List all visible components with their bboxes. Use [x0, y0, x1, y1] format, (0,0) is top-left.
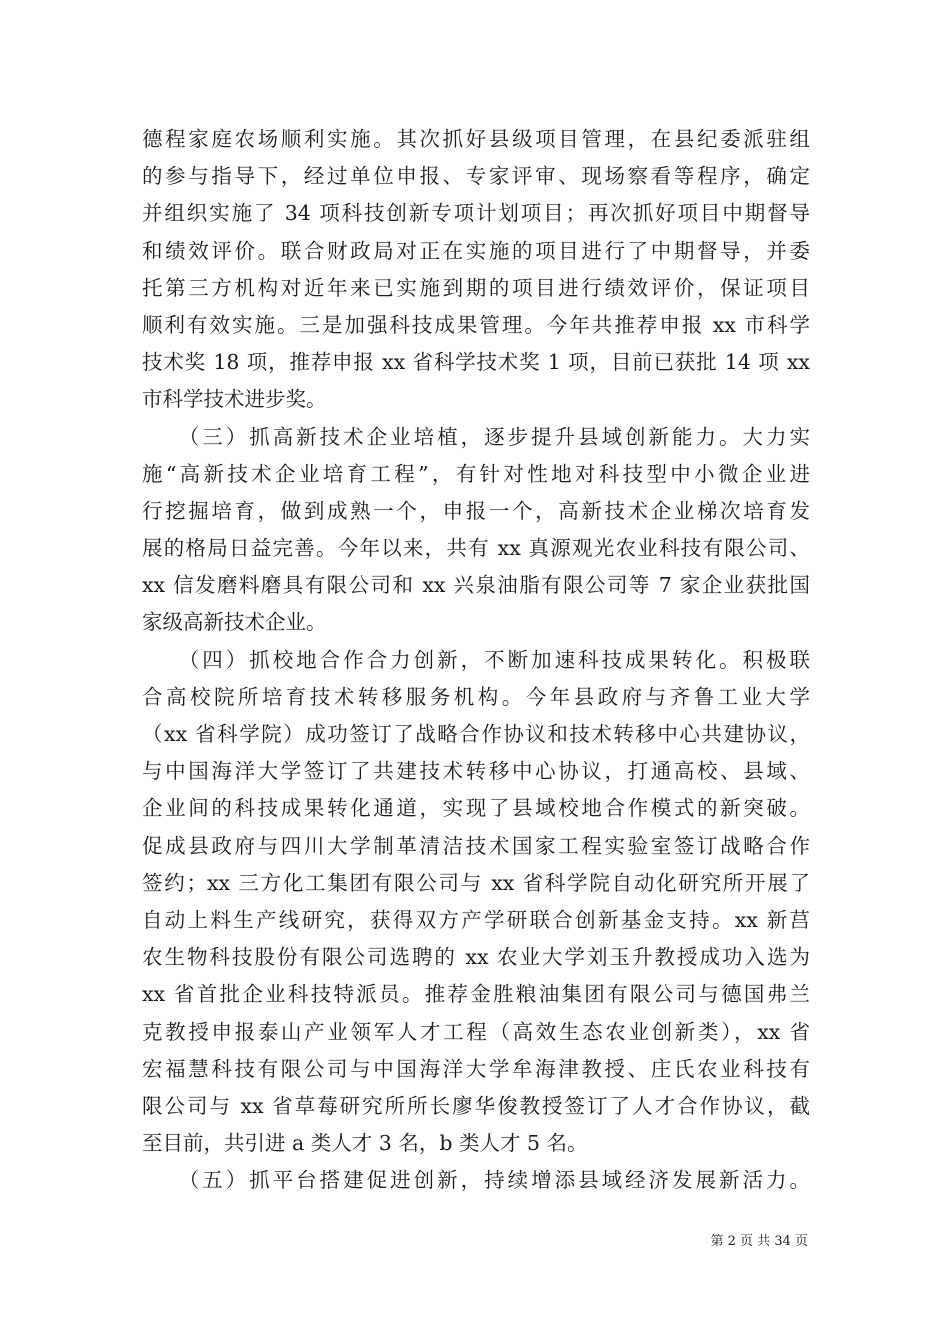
text-line: 家级高新技术企业。: [142, 610, 327, 635]
text-line: 宏福慧科技有限公司与中国海洋大学牟海津教授、庄氏农业科技有: [142, 1056, 810, 1081]
text-line: 签约；xx 三方化工集团有限公司与 xx 省科学院自动化研究所开展了: [142, 870, 810, 895]
document-body: [142, 121, 810, 1199]
text-line: 展的格局日益完善。今年以来，共有 xx 真源观光农业科技有限公司、: [142, 536, 810, 561]
text-line: 施“高新技术企业培育工程”，有针对性地对科技型中小微企业进: [142, 461, 810, 486]
text-line: 农生物科技股份有限公司选聘的 xx 农业大学刘玉升教授成功入选为: [142, 945, 810, 970]
text-line: 行挖掘培育，做到成熟一个，申报一个，高新技术企业梯次培育发: [142, 498, 810, 523]
text-line: 与中国海洋大学签订了共建技术转移中心协议，打通高校、县域、: [142, 759, 810, 784]
text-line: xx 省首批企业科技特派员。推荐金胜粮油集团有限公司与德国弗兰: [142, 982, 810, 1007]
text-line: 合高校院所培育技术转移服务机构。今年县政府与齐鲁工业大学: [142, 684, 810, 709]
text-line: （五）抓平台搭建促进创新，持续增添县域经济发展新活力。: [142, 1168, 810, 1193]
text-line: 托第三方机构对近年来已实施到期的项目进行绩效评价，保证项目: [142, 275, 810, 300]
text-line: 限公司与 xx 省草莓研究所所长廖华俊教授签订了人才合作协议，截: [142, 1093, 810, 1118]
text-line: （xx 省科学院）成功签订了战略合作协议和技术转移中心共建协议，: [142, 722, 810, 746]
text-line: （四）抓校地合作合力创新，不断加速科技成果转化。积极联: [142, 647, 810, 672]
text-line: xx 信发磨料磨具有限公司和 xx 兴泉油脂有限公司等 7 家企业获批国: [142, 573, 810, 598]
text-line: 至目前，共引进 a 类人才 3 名，b 类人才 5 名。: [142, 1131, 588, 1156]
text-line: 企业间的科技成果转化通道，实现了县域校地合作模式的新突破。: [142, 796, 810, 821]
text-line: （三）抓高新技术企业培植，逐步提升县域创新能力。大力实: [142, 424, 810, 449]
text-line: 的参与指导下，经过单位申报、专家评审、现场察看等程序，确定: [142, 164, 810, 189]
text-line: 促成县政府与四川大学制革清洁技术国家工程实验室签订战略合作: [142, 833, 810, 858]
text-line: 和绩效评价。联合财政局对正在实施的项目进行了中期督导，并委: [142, 238, 810, 263]
text-line: 自动上料生产线研究，获得双方产学研联合创新基金支持。xx 新莒: [142, 907, 810, 932]
text-line: 技术奖 18 项，推荐申报 xx 省科学技术奖 1 项，目前已获批 14 项 xx: [142, 350, 810, 375]
text-line: 德程家庭农场顺利实施。其次抓好县级项目管理，在县纪委派驻组: [142, 127, 810, 151]
text-line: 市科学技术进步奖。: [142, 387, 327, 412]
page-footer: 第 2 页 共 34 页: [710, 1234, 808, 1249]
text-line: 顺利有效实施。三是加强科技成果管理。今年共推荐申报 xx 市科学: [142, 312, 810, 337]
text-line: 并组织实施了 34 项科技创新专项计划项目；再次抓好项目中期督导: [142, 201, 810, 226]
text-line: 克教授申报泰山产业领军人才工程（高效生态农业创新类），xx 省: [142, 1019, 810, 1044]
